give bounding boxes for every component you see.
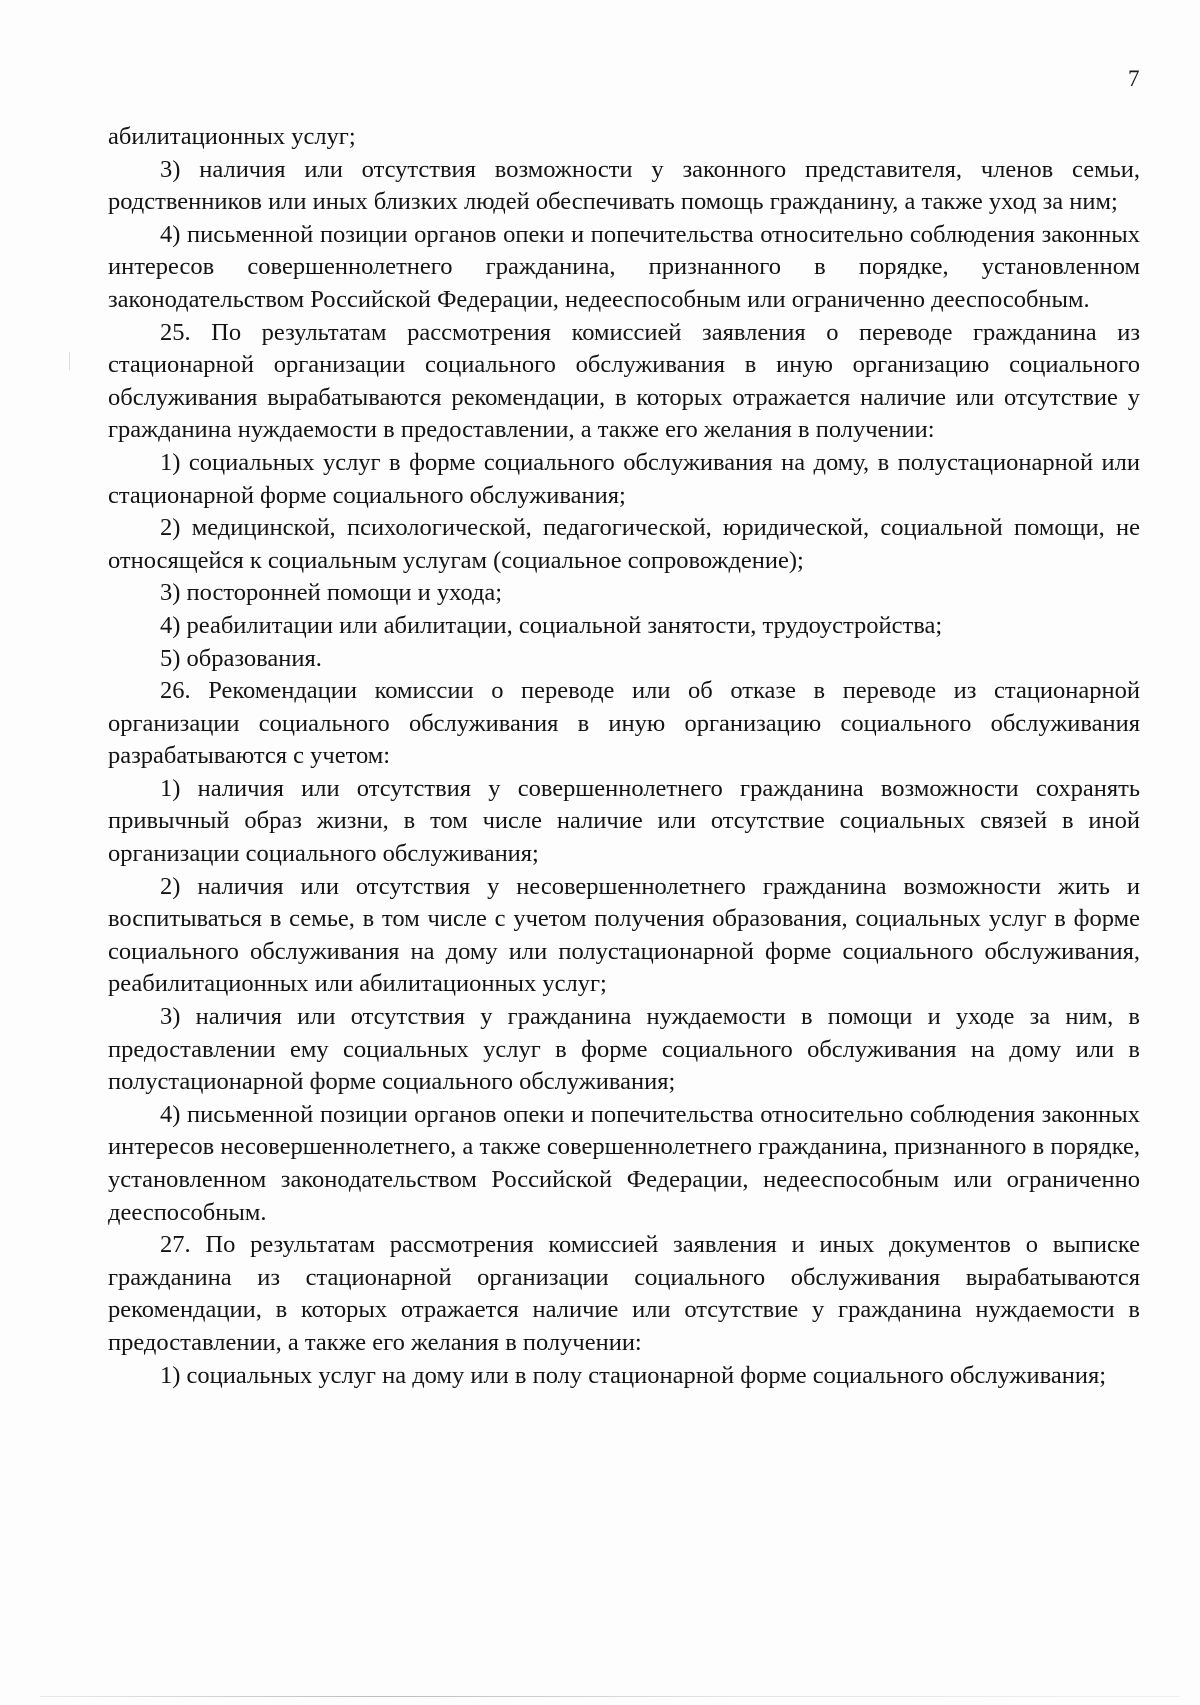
paragraph: абилитационных услуг; bbox=[108, 123, 356, 150]
paragraph: 1) социальных услуг в форме социального обслуживания на дому, в полустационарной или стационарной форме социального обслуживания; bbox=[108, 448, 1140, 509]
paragraph: 2) наличия или отсутствия у несовершеннолетнего гражданина возможности жить и воспитываться в семье, в том числе с учетом получения образования, социальных услуг в форме социального обслуживания на дому или полустационарной форме социального обслуживания, реабилитационных или абилитационных услуг; bbox=[108, 872, 1140, 998]
page-number: 7 bbox=[1128, 66, 1140, 91]
paragraph: 2) медицинской, психологической, педагогической, юридической, социальной помощи, не относящейся к социальным услугам (социальное сопровождение); bbox=[108, 514, 1140, 574]
paragraph: 26. Рекомендации комиссии о переводе или об отказе в переводе из стационарной организации социального обслуживания в иную организацию социального обслуживания разрабатываются с учетом: bbox=[108, 677, 1140, 770]
paragraph: 4) письменной позиции органов опеки и попечительства относительно соблюдения законных интересов совершеннолетнего гражданина, признанного в порядке, установленном законодательством Российской Федерации, недееспособным или ограниченно дееспособным. bbox=[108, 220, 1140, 313]
paragraph: 3) посторонней помощи и ухода; bbox=[160, 579, 503, 607]
paragraph: 5) образования. bbox=[160, 644, 322, 672]
paragraph: 1) социальных услуг на дому или в полу стационарной форме социального обслуживания; bbox=[160, 1361, 1107, 1389]
paragraph: 1) наличия или отсутствия у совершеннолетнего гражданина возможности сохранять привычный образ жизни, в том числе наличие или отсутствие социальных связей в иной организации социального обслуживания; bbox=[108, 774, 1140, 868]
document-body bbox=[108, 121, 1140, 1392]
paragraph: 25. По результатам рассмотрения комиссией заявления о переводе гражданина из стационарной организации социального обслуживания в иную организацию социального обслуживания вырабатываются рекомендации, в которых отражается наличие или отсутствие у гражданина нуждаемости в предоставлении, а также его желания в получении: bbox=[108, 318, 1140, 444]
scan-margin-mark bbox=[69, 352, 70, 370]
paragraph: 27. По результатам рассмотрения комиссией заявления и иных документов о выписке гражданина из стационарной организации социального обслуживания вырабатываются рекомендации, в которых отражается наличие или отсутствие у гражданина нуждаемости в предоставлении, а также его желания в получении: bbox=[108, 1231, 1140, 1356]
paragraph: 3) наличия или отсутствия у гражданина нуждаемости в помощи и уходе за ним, в предоставлении ему социальных услуг в форме социального обслуживания на дому или в полустационарной форме социального обслуживания; bbox=[108, 1003, 1140, 1096]
paragraph: 3) наличия или отсутствия возможности у законного представителя, членов семьи, родственников или иных близких людей обеспечивать помощь гражданину, а также уход за ним; bbox=[108, 155, 1140, 216]
paragraph: 4) реабилитации или абилитации, социальной занятости, трудоустройства; bbox=[160, 611, 943, 639]
paragraph: 4) письменной позиции органов опеки и попечительства относительно соблюдения законных интересов несовершеннолетнего, а также совершеннолетнего гражданина, признанного в порядке, установленном законодательством Российской Федерации, недееспособным или ограниченно дееспособным. bbox=[108, 1100, 1140, 1226]
scan-edge-line bbox=[40, 1696, 1180, 1697]
